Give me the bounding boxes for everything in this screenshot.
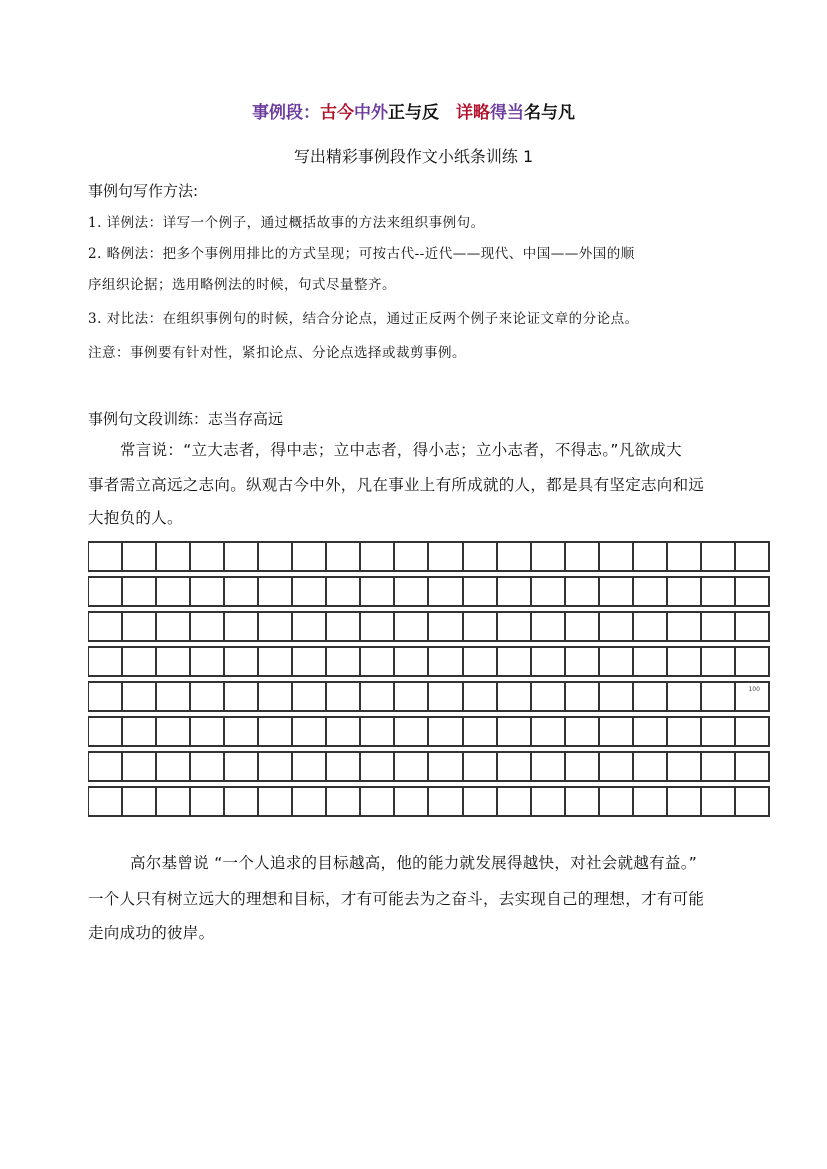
grid-cell[interactable] xyxy=(566,718,600,745)
grid-cell[interactable] xyxy=(327,683,361,710)
grid-cell[interactable] xyxy=(498,543,532,570)
grid-row xyxy=(88,646,770,677)
grid-cell[interactable] xyxy=(702,613,736,640)
grid-cell[interactable] xyxy=(634,543,668,570)
grid-row xyxy=(88,681,770,712)
grid-cell[interactable] xyxy=(225,788,259,815)
title-segment: 得当 xyxy=(490,103,524,123)
grid-cell[interactable] xyxy=(702,753,736,780)
grid-cell[interactable] xyxy=(736,683,770,710)
grid-cell[interactable] xyxy=(532,718,566,745)
grid-cell[interactable] xyxy=(259,683,293,710)
grid-cell[interactable] xyxy=(293,648,327,675)
grid-cell[interactable] xyxy=(225,613,259,640)
grid-cell[interactable] xyxy=(395,753,429,780)
grid-cell[interactable] xyxy=(327,613,361,640)
grid-cell[interactable] xyxy=(600,543,634,570)
grid-cell[interactable] xyxy=(395,613,429,640)
grid-cell[interactable] xyxy=(634,613,668,640)
grid-cell[interactable] xyxy=(361,648,395,675)
grid-cell[interactable] xyxy=(498,753,532,780)
grid-cell[interactable] xyxy=(668,753,702,780)
paragraph-line: 一个人只有树立远大的理想和目标，才有可能去为之奋斗，去实现自己的理想，才有可能 xyxy=(88,890,705,908)
grid-cell[interactable] xyxy=(89,753,123,780)
grid-cell[interactable] xyxy=(464,788,498,815)
method-item: 3. 对比法：在组织事例句的时候，结合分论点，通过正反两个例子来论证文章的分论点。 xyxy=(88,311,639,327)
grid-cell[interactable] xyxy=(327,788,361,815)
grid-cell[interactable] xyxy=(293,718,327,745)
grid-cell[interactable] xyxy=(327,753,361,780)
grid-cell[interactable] xyxy=(498,613,532,640)
grid-cell[interactable] xyxy=(361,753,395,780)
grid-cell[interactable] xyxy=(89,788,123,815)
paragraph-line: 高尔基曾说 “一个人追求的目标越高，他的能力就发展得越快，对社会就越有益。” xyxy=(130,854,698,872)
grid-cell[interactable] xyxy=(361,788,395,815)
grid-cell[interactable] xyxy=(429,613,463,640)
grid-cell[interactable] xyxy=(498,788,532,815)
grid-cell[interactable] xyxy=(566,543,600,570)
grid-cell[interactable] xyxy=(464,578,498,605)
grid-cell[interactable] xyxy=(123,753,157,780)
method-item: 2. 略例法：把多个事例用排比的方式呈现；可按古代--近代——现代、中国——外国的顺 xyxy=(88,246,635,262)
grid-cell[interactable] xyxy=(361,613,395,640)
grid-cell[interactable] xyxy=(464,718,498,745)
grid-cell[interactable] xyxy=(702,718,736,745)
grid-cell[interactable] xyxy=(157,718,191,745)
grid-cell[interactable] xyxy=(395,543,429,570)
grid-cell[interactable] xyxy=(429,753,463,780)
grid-cell[interactable] xyxy=(361,543,395,570)
grid-cell[interactable] xyxy=(225,718,259,745)
grid-cell[interactable] xyxy=(668,683,702,710)
grid-cell[interactable] xyxy=(361,578,395,605)
grid-cell[interactable] xyxy=(668,578,702,605)
grid-cell[interactable] xyxy=(327,543,361,570)
grid-cell[interactable] xyxy=(668,613,702,640)
title-segment: 中外 xyxy=(354,103,388,123)
grid-cell[interactable] xyxy=(293,613,327,640)
grid-cell[interactable] xyxy=(157,683,191,710)
grid-cell[interactable] xyxy=(191,613,225,640)
grid-cell[interactable] xyxy=(293,753,327,780)
grid-cell[interactable] xyxy=(259,578,293,605)
grid-cell[interactable] xyxy=(566,613,600,640)
grid-cell[interactable] xyxy=(157,613,191,640)
grid-cell[interactable] xyxy=(191,578,225,605)
grid-cell[interactable] xyxy=(395,788,429,815)
grid-cell[interactable] xyxy=(702,578,736,605)
methods-heading: 事例句写作方法: xyxy=(88,182,199,200)
grid-cell[interactable] xyxy=(429,788,463,815)
title-segment: 详略 xyxy=(439,103,490,123)
grid-cell[interactable] xyxy=(464,543,498,570)
grid-cell[interactable] xyxy=(429,718,463,745)
grid-cell[interactable] xyxy=(89,613,123,640)
grid-cell[interactable] xyxy=(532,683,566,710)
grid-cell[interactable] xyxy=(361,683,395,710)
grid-row xyxy=(88,576,770,607)
grid-cell[interactable] xyxy=(327,578,361,605)
grid-cell[interactable] xyxy=(600,753,634,780)
grid-cell[interactable] xyxy=(191,718,225,745)
grid-cell[interactable] xyxy=(191,543,225,570)
grid-cell[interactable] xyxy=(361,718,395,745)
paragraph-line: 走向成功的彼岸。 xyxy=(88,924,215,942)
grid-row xyxy=(88,611,770,642)
grid-cell[interactable] xyxy=(532,543,566,570)
grid-cell[interactable] xyxy=(157,648,191,675)
grid-row xyxy=(88,541,770,572)
grid-cell[interactable] xyxy=(395,578,429,605)
grid-cell[interactable] xyxy=(89,648,123,675)
grid-cell[interactable] xyxy=(566,753,600,780)
grid-cell[interactable] xyxy=(498,683,532,710)
grid-cell[interactable] xyxy=(532,648,566,675)
writing-grid[interactable] xyxy=(88,541,770,821)
grid-cell[interactable] xyxy=(736,753,770,780)
grid-cell[interactable] xyxy=(532,613,566,640)
grid-cell[interactable] xyxy=(327,718,361,745)
grid-cell[interactable] xyxy=(191,788,225,815)
grid-cell[interactable] xyxy=(395,683,429,710)
grid-row xyxy=(88,786,770,817)
grid-cell[interactable] xyxy=(634,788,668,815)
grid-cell[interactable] xyxy=(429,578,463,605)
grid-cell[interactable] xyxy=(736,788,770,815)
grid-cell[interactable] xyxy=(89,718,123,745)
character-count-marker: 100 xyxy=(748,686,760,693)
grid-cell[interactable] xyxy=(259,613,293,640)
grid-cell[interactable] xyxy=(600,648,634,675)
paragraph-line: 常言说：“立大志者，得中志；立中志者，得小志；立小志者，不得志。”凡欲成大 xyxy=(120,441,682,459)
grid-cell[interactable] xyxy=(498,718,532,745)
grid-row xyxy=(88,751,770,782)
grid-cell[interactable] xyxy=(566,578,600,605)
title-segment: 名与凡 xyxy=(524,103,575,123)
grid-cell[interactable] xyxy=(123,613,157,640)
grid-cell[interactable] xyxy=(600,683,634,710)
grid-cell[interactable] xyxy=(157,753,191,780)
grid-cell[interactable] xyxy=(668,718,702,745)
grid-cell[interactable] xyxy=(736,718,770,745)
grid-cell[interactable] xyxy=(532,788,566,815)
grid-cell[interactable] xyxy=(566,788,600,815)
grid-cell[interactable] xyxy=(157,543,191,570)
grid-cell[interactable] xyxy=(566,683,600,710)
grid-cell[interactable] xyxy=(293,578,327,605)
grid-cell[interactable] xyxy=(498,648,532,675)
grid-cell[interactable] xyxy=(600,788,634,815)
grid-cell[interactable] xyxy=(600,718,634,745)
grid-cell[interactable] xyxy=(736,648,770,675)
grid-cell[interactable] xyxy=(634,718,668,745)
grid-cell[interactable] xyxy=(429,543,463,570)
grid-cell[interactable] xyxy=(157,578,191,605)
title-segment: 正与反 xyxy=(388,103,439,123)
grid-cell[interactable] xyxy=(668,543,702,570)
grid-cell[interactable] xyxy=(123,788,157,815)
grid-cell[interactable] xyxy=(634,648,668,675)
grid-cell[interactable] xyxy=(293,683,327,710)
grid-cell[interactable] xyxy=(123,648,157,675)
grid-cell[interactable] xyxy=(532,753,566,780)
title-segment: 古今 xyxy=(320,103,354,123)
training-heading: 事例句文段训练：志当存高远 xyxy=(88,410,284,428)
grid-cell[interactable] xyxy=(225,648,259,675)
grid-cell[interactable] xyxy=(736,543,770,570)
grid-cell[interactable] xyxy=(191,753,225,780)
grid-cell[interactable] xyxy=(191,648,225,675)
grid-cell[interactable] xyxy=(259,788,293,815)
paragraph-line: 大抱负的人。 xyxy=(88,509,183,527)
grid-cell[interactable] xyxy=(429,683,463,710)
title-segment: 事例段： xyxy=(252,103,320,123)
grid-cell[interactable] xyxy=(566,648,600,675)
grid-row xyxy=(88,716,770,747)
method-item: 序组织论据；选用略例法的时候，句式尽量整齐。 xyxy=(88,277,396,293)
grid-cell[interactable] xyxy=(293,543,327,570)
grid-cell[interactable] xyxy=(395,648,429,675)
grid-cell[interactable] xyxy=(123,543,157,570)
grid-cell[interactable] xyxy=(668,648,702,675)
grid-cell[interactable] xyxy=(634,753,668,780)
document-title xyxy=(0,98,827,123)
grid-cell[interactable] xyxy=(259,648,293,675)
grid-cell[interactable] xyxy=(464,753,498,780)
grid-cell[interactable] xyxy=(89,683,123,710)
grid-cell[interactable] xyxy=(123,718,157,745)
grid-cell[interactable] xyxy=(634,578,668,605)
grid-cell[interactable] xyxy=(600,578,634,605)
grid-cell[interactable] xyxy=(600,613,634,640)
grid-cell[interactable] xyxy=(157,788,191,815)
grid-cell[interactable] xyxy=(259,718,293,745)
grid-cell[interactable] xyxy=(293,788,327,815)
grid-cell[interactable] xyxy=(498,578,532,605)
grid-cell[interactable] xyxy=(532,578,566,605)
grid-cell[interactable] xyxy=(634,683,668,710)
grid-cell[interactable] xyxy=(225,543,259,570)
grid-cell[interactable] xyxy=(702,788,736,815)
grid-cell[interactable] xyxy=(89,578,123,605)
grid-cell[interactable] xyxy=(259,753,293,780)
grid-cell[interactable] xyxy=(225,578,259,605)
grid-cell[interactable] xyxy=(736,613,770,640)
grid-cell[interactable] xyxy=(702,683,736,710)
grid-cell[interactable] xyxy=(225,683,259,710)
grid-cell[interactable] xyxy=(736,578,770,605)
grid-cell[interactable] xyxy=(191,683,225,710)
grid-cell[interactable] xyxy=(259,543,293,570)
grid-cell[interactable] xyxy=(429,648,463,675)
method-item: 1. 详例法：详写一个例子，通过概括故事的方法来组织事例句。 xyxy=(88,215,485,231)
grid-cell[interactable] xyxy=(123,578,157,605)
method-note: 注意：事例要有针对性，紧扣论点、分论点选择或裁剪事例。 xyxy=(88,345,466,361)
grid-cell[interactable] xyxy=(225,753,259,780)
paragraph-line: 事者需立高远之志向。纵观古今中外，凡在事业上有所成就的人，都是具有坚定志向和远 xyxy=(88,476,705,494)
grid-cell[interactable] xyxy=(89,543,123,570)
grid-cell[interactable] xyxy=(668,788,702,815)
grid-cell[interactable] xyxy=(702,543,736,570)
grid-cell[interactable] xyxy=(464,648,498,675)
grid-cell[interactable] xyxy=(464,683,498,710)
grid-cell[interactable] xyxy=(327,648,361,675)
grid-cell[interactable] xyxy=(702,648,736,675)
grid-cell[interactable] xyxy=(123,683,157,710)
grid-cell[interactable] xyxy=(464,613,498,640)
grid-cell[interactable] xyxy=(395,718,429,745)
subtitle: 写出精彩事例段作文小纸条训练 1 xyxy=(293,147,534,166)
